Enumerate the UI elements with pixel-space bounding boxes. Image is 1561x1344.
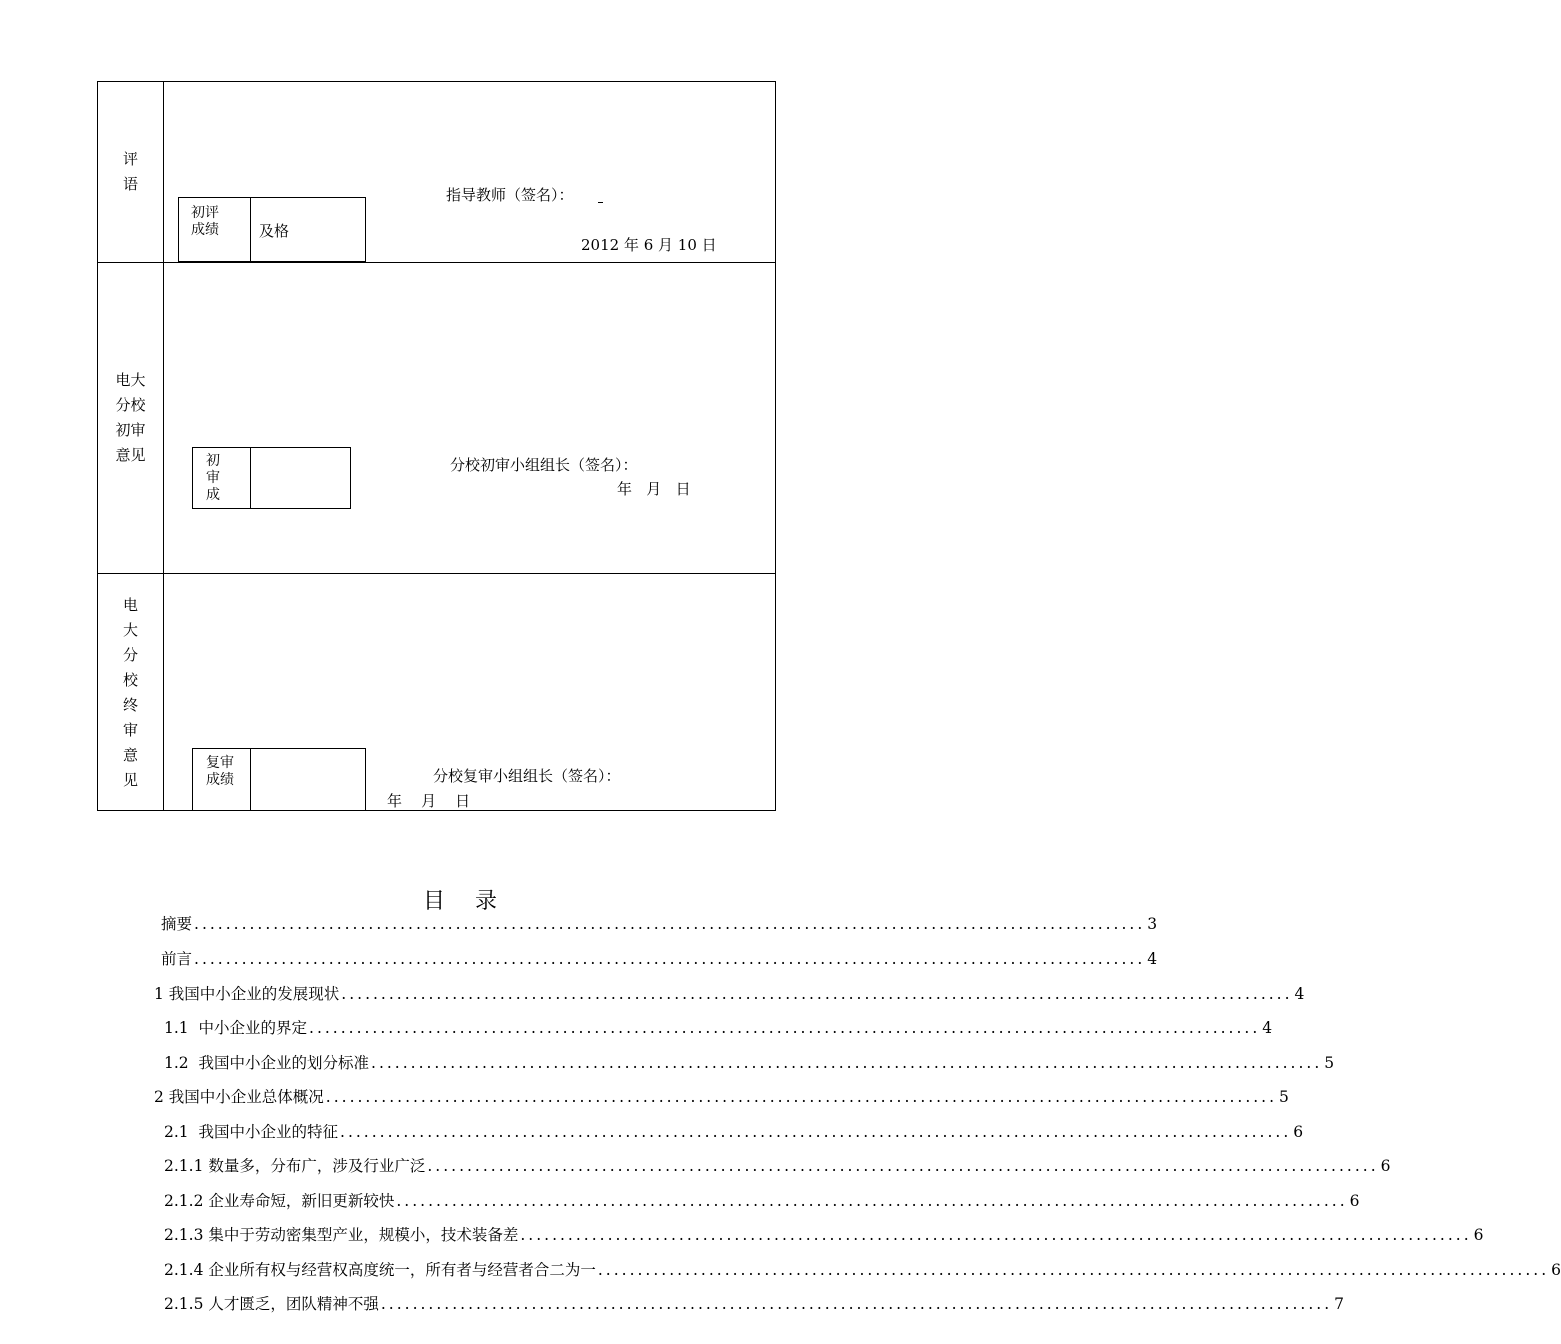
preliminary-grade-label: 初 审 成 bbox=[206, 453, 220, 503]
toc-page-number: 4 bbox=[1262, 1019, 1273, 1037]
toc-page-number: 7 bbox=[1334, 1295, 1344, 1313]
toc-dot-leader: ........................................................................................................................ bbox=[396, 1192, 1348, 1210]
final-grade-label: 复审 成绩 bbox=[206, 755, 234, 788]
toc-entry-text: 2.1.5 人才匮乏，团队精神不强 bbox=[164, 1295, 379, 1313]
toc-entry[interactable] bbox=[164, 1190, 1360, 1212]
preliminary-signature-label: 分校初审小组组长（签名）： bbox=[450, 456, 638, 474]
toc-entry-text: 2.1 我国中小企业的特征 bbox=[164, 1123, 339, 1141]
toc-page-number: 4 bbox=[1147, 950, 1158, 968]
toc-page-number: 4 bbox=[1294, 985, 1305, 1003]
toc-entry[interactable] bbox=[164, 1052, 1335, 1074]
toc-dot-leader: ........................................................................................................................ bbox=[194, 915, 1146, 933]
toc-entry[interactable] bbox=[154, 983, 1305, 1005]
toc-dot-leader: ........................................................................................................................ bbox=[194, 950, 1146, 968]
toc-entry[interactable] bbox=[161, 913, 1158, 935]
toc-dot-leader: ........................................................................................................................ bbox=[340, 1123, 1292, 1141]
toc-entry[interactable] bbox=[164, 1293, 1344, 1315]
toc-dot-leader: ........................................................................................................................ bbox=[520, 1226, 1472, 1244]
initial-grade-label: 初评 成绩 bbox=[191, 205, 219, 238]
toc-entry-text: 1.2 我国中小企业的划分标准 bbox=[164, 1054, 370, 1072]
toc-entry[interactable] bbox=[164, 1224, 1484, 1246]
toc-entry-text: 2 我国中小企业总体概况 bbox=[154, 1088, 324, 1106]
toc-dot-leader: ........................................................................................................................ bbox=[427, 1157, 1379, 1175]
toc-entry-text: 2.1.4 企业所有权与经营权高度统一，所有者与经营者合二为一 bbox=[164, 1261, 596, 1279]
toc-dot-leader: ........................................................................................................................ bbox=[371, 1054, 1323, 1072]
initial-grade-value: 及格 bbox=[259, 222, 290, 240]
toc-title: 目录 bbox=[422, 889, 527, 914]
toc-entry-text: 2.1.2 企业寿命短，新旧更新较快 bbox=[164, 1192, 395, 1210]
toc-page-number: 6 bbox=[1293, 1123, 1304, 1141]
advisor-signature-line[interactable] bbox=[598, 202, 603, 203]
final-signature-label: 分校复审小组组长（签名）： bbox=[433, 767, 621, 785]
preliminary-date: 年 月 日 bbox=[617, 480, 691, 498]
toc-entry[interactable] bbox=[164, 1259, 1561, 1281]
toc-page-number: 3 bbox=[1147, 915, 1158, 933]
toc-dot-leader: ........................................................................................................................ bbox=[309, 1019, 1261, 1037]
advisor-date: 2012 年 6 月 10 日 bbox=[581, 236, 717, 254]
toc-entry-text: 2.1.1 数量多，分布广，涉及行业广泛 bbox=[164, 1157, 426, 1175]
toc-dot-leader: ........................................................................................................................ bbox=[325, 1088, 1278, 1106]
comments-label: 评 语 bbox=[122, 150, 138, 193]
toc-dot-leader: ........................................................................................................................ bbox=[597, 1261, 1550, 1279]
toc-entry[interactable] bbox=[164, 1155, 1391, 1177]
final-date: 年 月 日 bbox=[387, 792, 471, 810]
toc-entry[interactable] bbox=[164, 1121, 1304, 1143]
toc-page-number: 5 bbox=[1324, 1054, 1335, 1072]
toc-dot-leader: ........................................................................................................................ bbox=[380, 1295, 1333, 1313]
toc-entry[interactable] bbox=[164, 1017, 1273, 1039]
toc-entry-text: 1.1 中小企业的界定 bbox=[164, 1019, 308, 1037]
toc-page-number: 6 bbox=[1473, 1226, 1484, 1244]
toc-page-number: 5 bbox=[1279, 1088, 1289, 1106]
toc-page-number: 6 bbox=[1349, 1192, 1360, 1210]
toc-entry-text: 前言 bbox=[161, 950, 193, 968]
toc-entry-text: 2.1.3 集中于劳动密集型产业，规模小，技术装备差 bbox=[164, 1226, 519, 1244]
preliminary-review-label: 电大 分校 初审 意见 bbox=[115, 371, 146, 464]
toc-page-number: 6 bbox=[1551, 1261, 1561, 1279]
toc-entry-text: 摘要 bbox=[161, 915, 193, 933]
toc-entry[interactable] bbox=[154, 1086, 1289, 1108]
final-review-label: 电 大 分 校 终 审 意 见 bbox=[122, 596, 138, 789]
toc-entry[interactable] bbox=[161, 948, 1158, 970]
toc-page-number: 6 bbox=[1380, 1157, 1391, 1175]
toc-entry-text: 1 我国中小企业的发展现状 bbox=[154, 985, 340, 1003]
toc-dot-leader: ........................................................................................................................ bbox=[341, 985, 1293, 1003]
advisor-signature-label: 指导教师（签名）： bbox=[446, 186, 574, 204]
